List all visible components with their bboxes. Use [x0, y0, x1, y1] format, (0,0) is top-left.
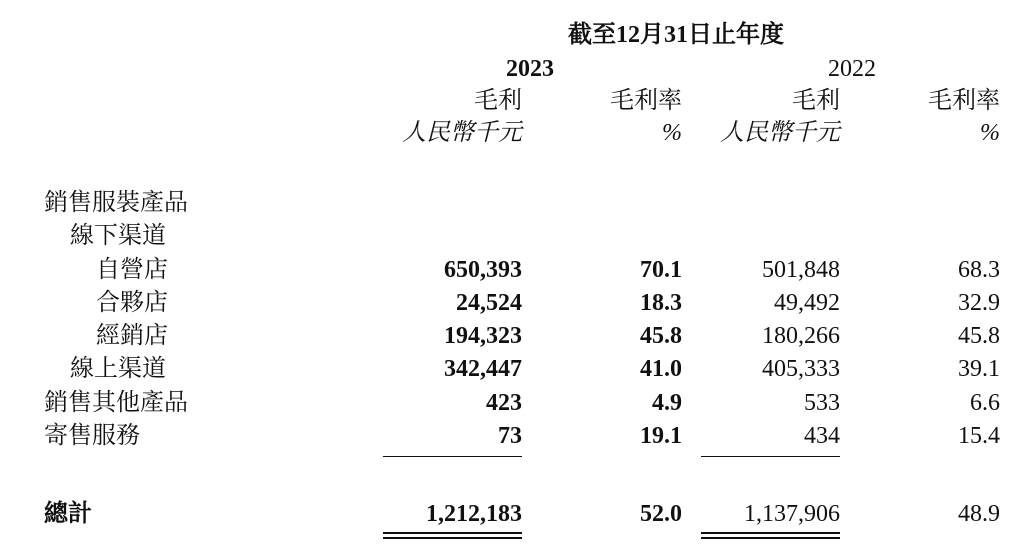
margin-2023: 18.3 [640, 290, 682, 316]
total-gp-2022: 1,137,906 [744, 501, 840, 527]
section-apparel: 銷售服裝產品 [44, 190, 188, 216]
row-label: 線上渠道 [70, 356, 166, 382]
gp-2022: 180,266 [762, 323, 840, 349]
unit-rmb-2023: 人民幣千元 [402, 120, 522, 146]
total-margin-2023: 52.0 [640, 501, 682, 527]
gp-2023: 650,393 [444, 257, 522, 283]
unit-pct-2023: % [662, 120, 682, 146]
row-label: 合夥店 [96, 290, 168, 316]
gp-2022: 501,848 [762, 257, 840, 283]
total-gp-2023: 1,212,183 [426, 501, 522, 527]
subtotal-rule-2023 [383, 456, 522, 457]
margin-2023: 41.0 [640, 356, 682, 382]
total-label: 總計 [44, 501, 92, 527]
gross-profit-2022-heading: 毛利 [792, 88, 840, 114]
margin-2022: 15.4 [958, 423, 1000, 449]
margin-2023: 19.1 [640, 423, 682, 449]
year-2022-heading: 2022 [828, 56, 876, 82]
unit-rmb-2022: 人民幣千元 [720, 120, 840, 146]
subtotal-rule-2022 [701, 456, 840, 457]
gp-2022: 434 [804, 423, 840, 449]
margin-2023: 4.9 [652, 390, 682, 416]
margin-2023-heading: 毛利率 [610, 88, 682, 114]
period-heading: 截至12月31日止年度 [568, 22, 784, 48]
row-label: 經銷店 [96, 323, 168, 349]
gp-2022: 533 [804, 390, 840, 416]
margin-2022-heading: 毛利率 [928, 88, 1000, 114]
unit-pct-2022: % [980, 120, 1000, 146]
margin-2023: 70.1 [640, 257, 682, 283]
margin-2022: 32.9 [958, 290, 1000, 316]
section-offline: 線下渠道 [70, 223, 166, 249]
margin-2022: 6.6 [970, 390, 1000, 416]
gp-2023: 24,524 [456, 290, 522, 316]
total-double-rule-2022 [701, 532, 840, 539]
margin-2023: 45.8 [640, 323, 682, 349]
gp-2023: 342,447 [444, 356, 522, 382]
row-label: 自營店 [96, 257, 168, 283]
gp-2023: 73 [498, 423, 522, 449]
total-margin-2022: 48.9 [958, 501, 1000, 527]
gp-2022: 49,492 [774, 290, 840, 316]
gross-profit-2023-heading: 毛利 [474, 88, 522, 114]
row-label: 寄售服務 [44, 423, 140, 449]
gp-2023: 423 [486, 390, 522, 416]
gp-2023: 194,323 [444, 323, 522, 349]
gp-2022: 405,333 [762, 356, 840, 382]
row-label: 銷售其他產品 [44, 390, 188, 416]
total-double-rule-2023 [383, 532, 522, 539]
margin-2022: 68.3 [958, 257, 1000, 283]
margin-2022: 39.1 [958, 356, 1000, 382]
margin-2022: 45.8 [958, 323, 1000, 349]
year-2023-heading: 2023 [506, 56, 554, 82]
